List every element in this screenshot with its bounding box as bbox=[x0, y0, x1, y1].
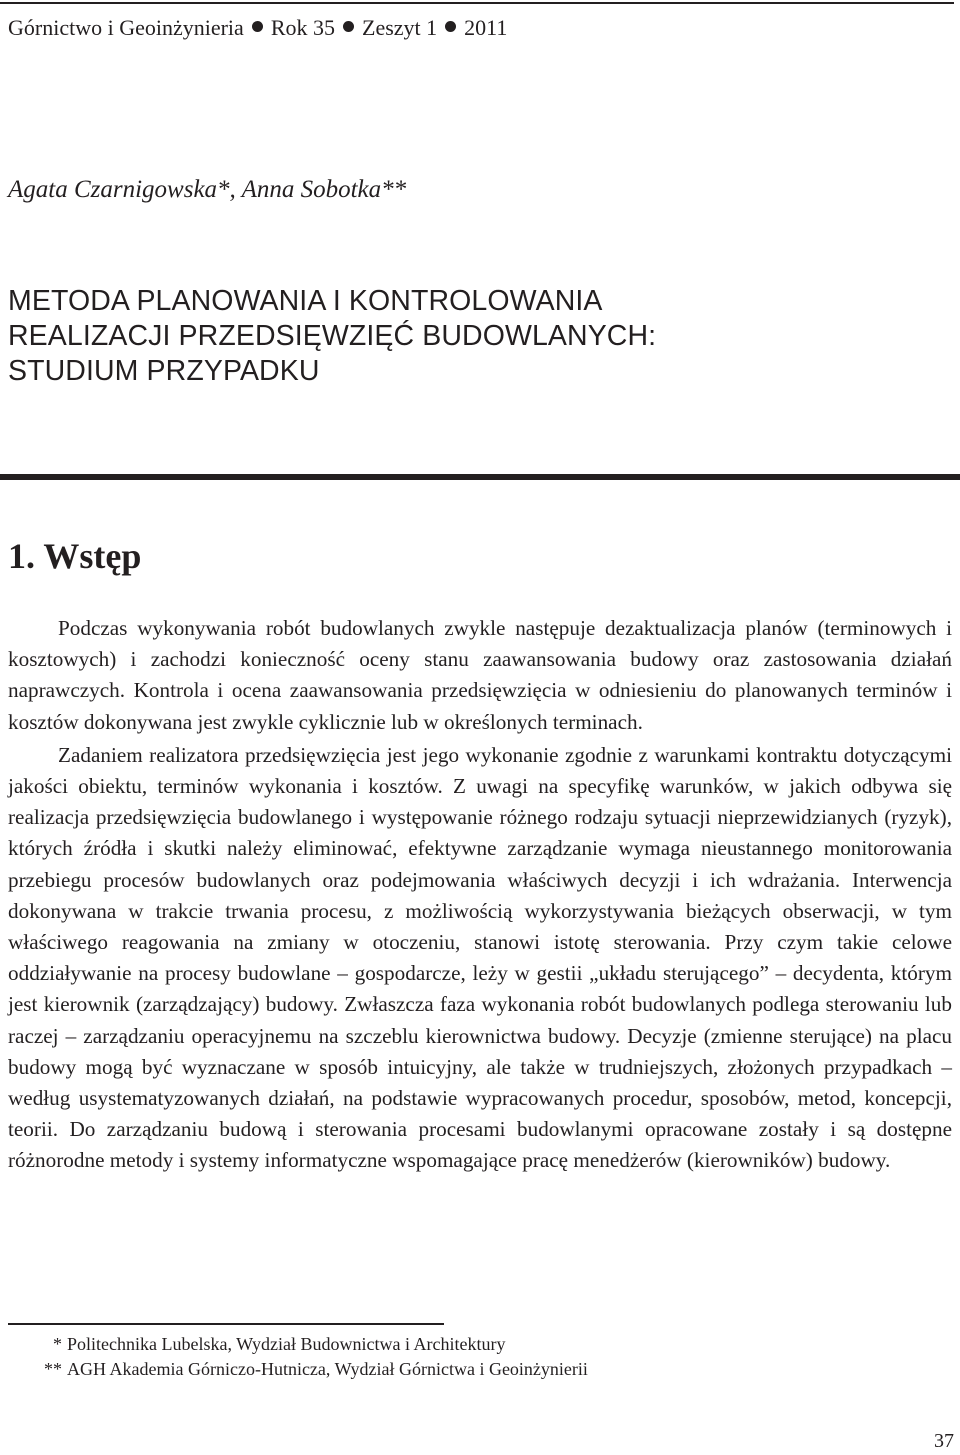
journal-date: 2011 bbox=[464, 15, 508, 40]
paragraph: Zadaniem realizatora przedsięwzięcia jest jego wykonanie zgodnie z warunkami kontraktu dotyczącymi jakości obiektu, terminów wykonania i kosztów. Z uwagi na specyfikę warunków, w jakich odbywa się realizacja przedsięwzięcia budowlanego i występowanie różnego rodzaju sytuacji nieprzewidzianych (ryzyk), których źródła i skutki należy eliminować, efektywne zarządzanie wymaga nieustannego monitorowania przebiegu procesów budowlanych oraz podejmowania właściwych decyzji i ich wdrażania. Interwencja dokonywana w trakcie trwania procesu, z możliwością wykorzystywania bieżących obserwacji, w tym właściwego reagowania na zmiany w otoczeniu, stanowi istotę sterowania. Przy czym takie celowe oddziaływanie na procesy budowlane – gospodarcze, leży w gestii „układu sterującego” – decydenta, którym jest kierownik (zarządzający) budowy. Zwłaszcza faza wykonania robót budowlanych podlega sterowaniu lub raczej – zarządzaniu operacyjnemu na szczeblu kierownictwa budowy. Decyzje (zmienne sterujące) na placu budowy mogą być wyznaczane w sposób intuicyjny, ale także w trudniejszych, złożonych przypadkach – według usystematyzowanych działań, na podstawie wypracowanych procedur, sposobów, metod, koncepcji, teorii. Do zarządzaniu budową i sterowania procesami budowlanymi opracowane zostały i są dostępne różnorodne metody i systemy informatyczne wspomagające pracę menedżerów (kierowników) budowy. bbox=[8, 742, 952, 1173]
journal-issue: Zeszyt 1 bbox=[362, 15, 438, 40]
footnote-text: Politechnika Lubelska, Wydział Budownictwa i Architektury bbox=[67, 1334, 506, 1354]
footnote bbox=[0, 1357, 588, 1382]
title-line: METODA PLANOWANIA I KONTROLOWANIA bbox=[8, 285, 603, 317]
authors: Agata Czarnigowska*, Anna Sobotka** bbox=[8, 176, 407, 203]
footnotes bbox=[0, 1332, 588, 1382]
paper-title bbox=[8, 284, 948, 389]
section-heading: 1. Wstęp bbox=[8, 536, 142, 576]
header-rule bbox=[0, 2, 954, 4]
footnote-marker: ** bbox=[44, 1359, 62, 1379]
journal-year: Rok 35 bbox=[270, 15, 335, 40]
journal-name: Górnictwo i Geoinżynieria bbox=[8, 15, 244, 40]
footnote bbox=[0, 1332, 588, 1357]
body-text bbox=[8, 613, 952, 1179]
footnote-text: AGH Akademia Górniczo-Hutnicza, Wydział Górnictwa i Geoinżynierii bbox=[67, 1359, 588, 1379]
page-number: 37 bbox=[934, 1430, 954, 1452]
title-rule bbox=[0, 474, 960, 480]
bullet-separator bbox=[252, 21, 263, 32]
bullet-separator bbox=[343, 21, 354, 32]
bullet-separator bbox=[445, 21, 456, 32]
title-line: REALIZACJI PRZEDSIĘWZIĘĆ BUDOWLANYCH: bbox=[8, 320, 657, 352]
footnote-marker: * bbox=[53, 1334, 62, 1354]
footnote-rule bbox=[8, 1323, 444, 1325]
journal-header bbox=[8, 12, 507, 44]
title-line: STUDIUM PRZYPADKU bbox=[8, 355, 320, 387]
paragraph: Podczas wykonywania robót budowlanych zwykle następuje dezaktualizacja planów (terminowych i kosztowych) i zachodzi konieczność oceny stanu zaawansowania budowy oraz zastosowania działań naprawczych. Kontrola i ocena zaawansowania przedsięwzięcia w odniesieniu do planowanych terminów i kosztów dokonywana jest zwykle cyklicznie lub w określonych terminach. bbox=[8, 616, 952, 734]
